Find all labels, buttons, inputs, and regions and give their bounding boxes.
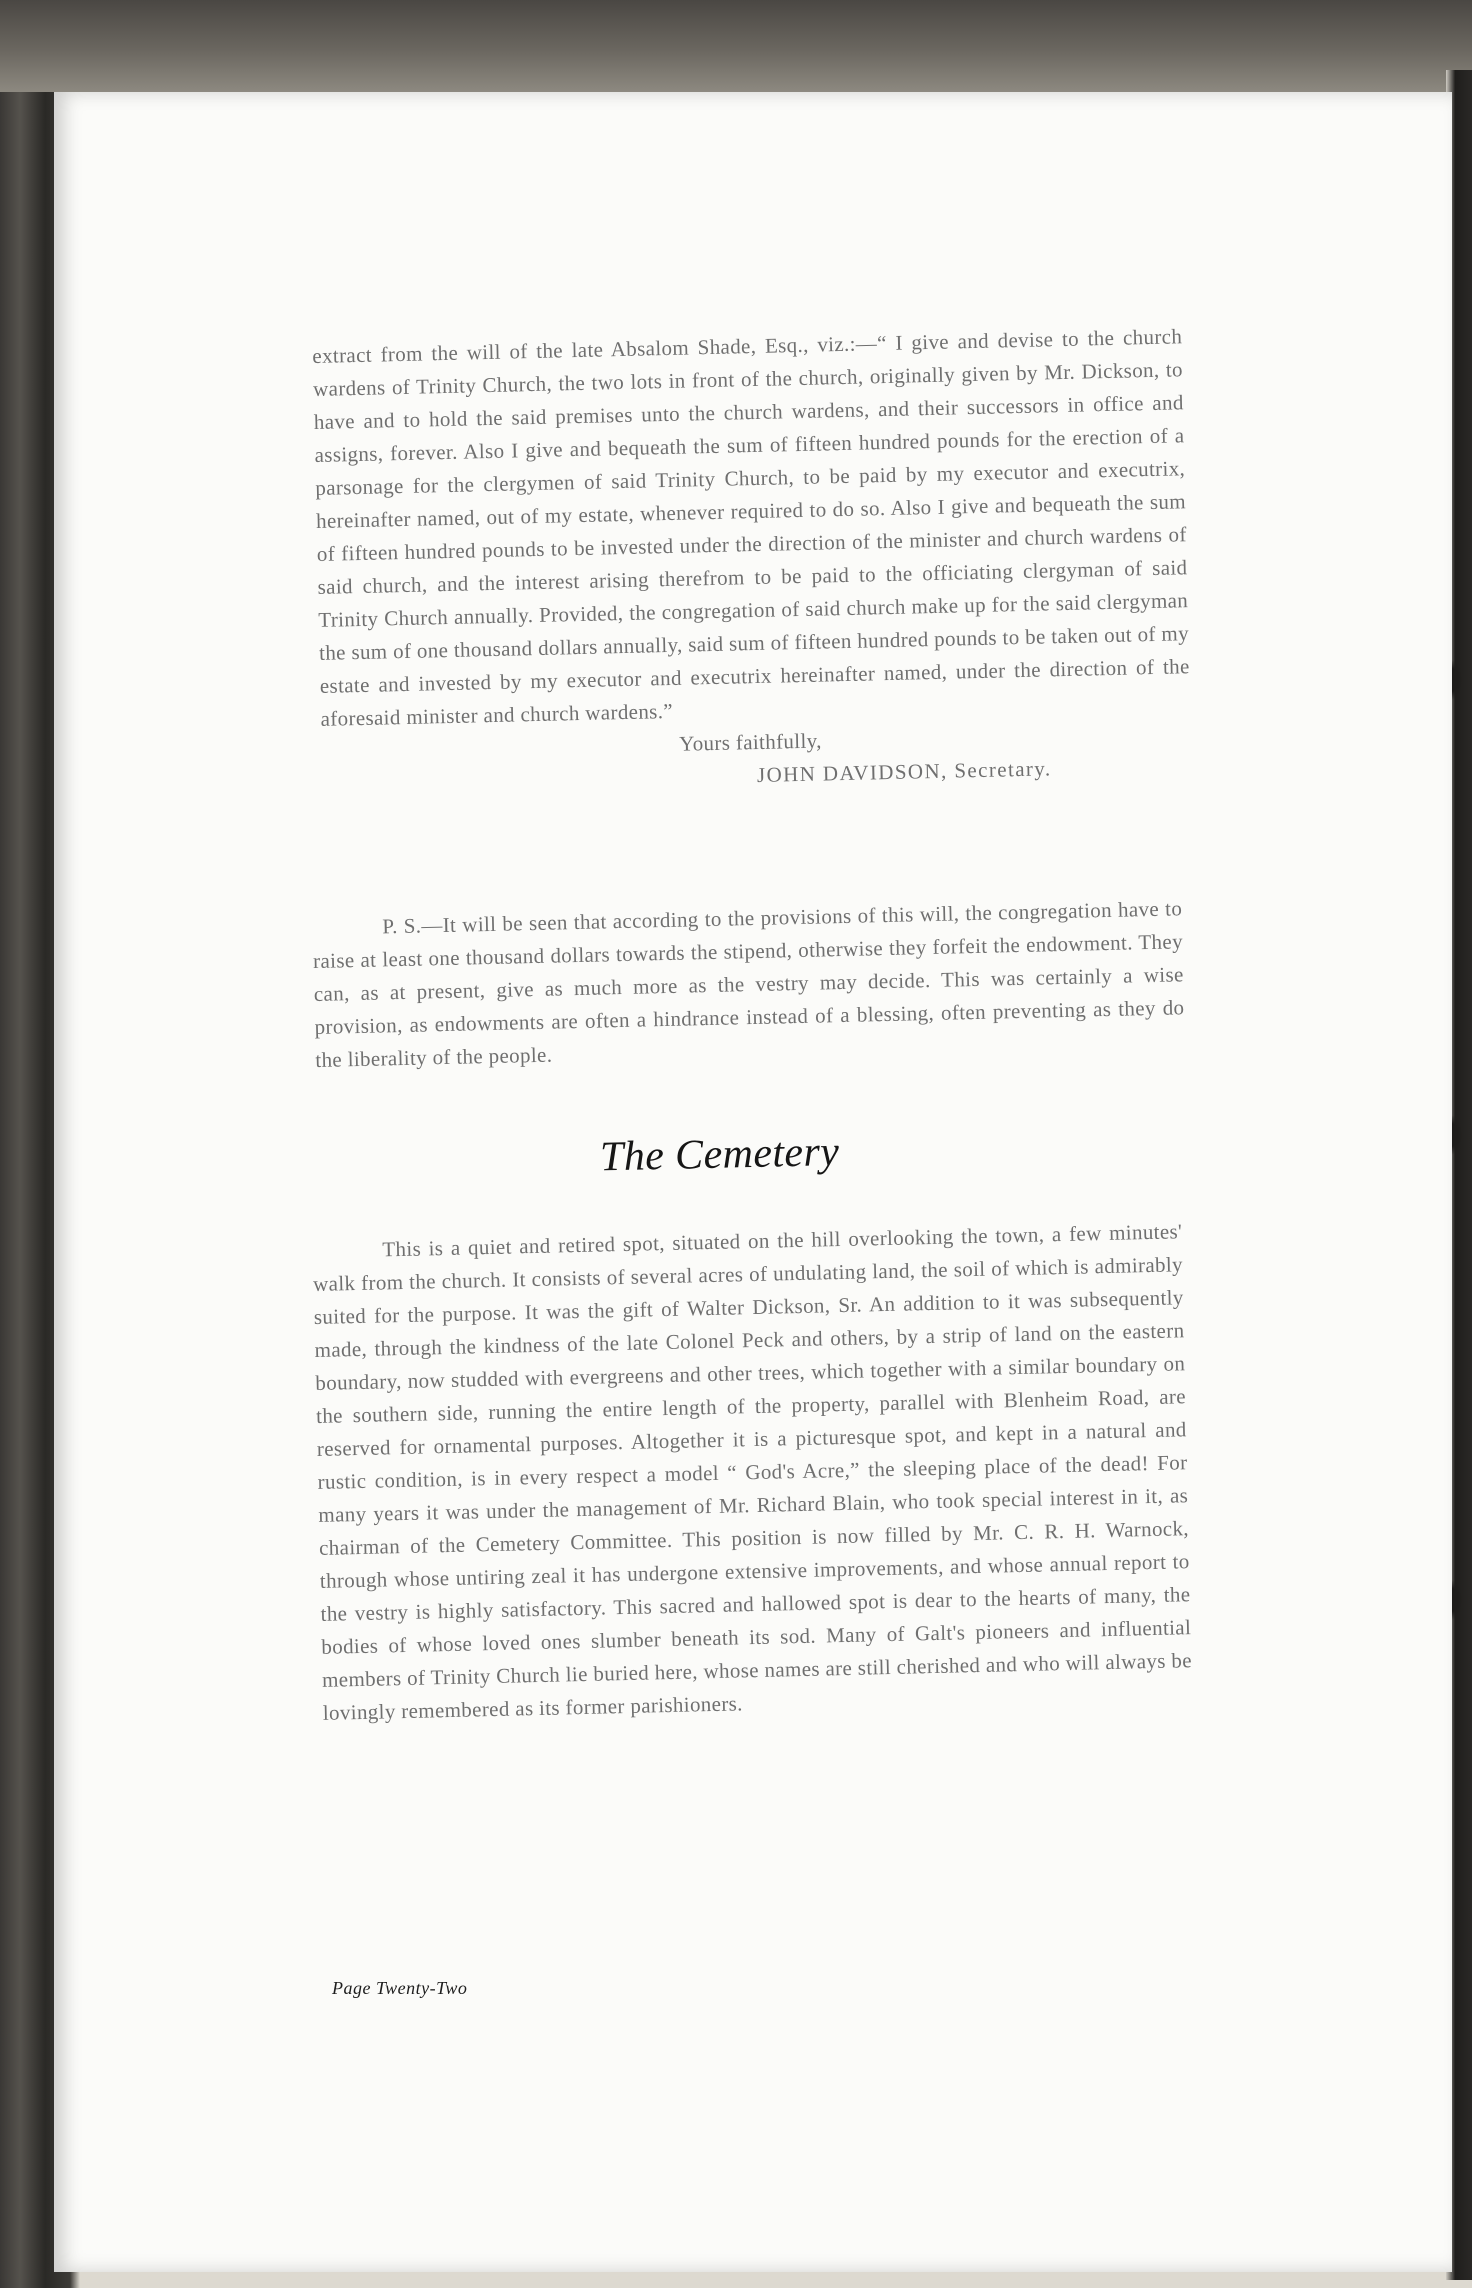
cemetery-block [312, 1215, 1193, 1730]
will-extract-paragraph: extract from the will of the late Absalom Shade, Esq., viz.:—“ I give and devise to the church wardens of Trinity Church, the two lots in front of the church, originally given by Mr. Dickson, to have and to hold the said premises unto the church wardens, and their successors in office and assigns, forever. Also I give and bequeath the sum of fifteen hundred pounds for the erection of a parsonage for the clergymen of said Trinity Church, to be paid by my executor and executrix, hereinafter named, out of my estate, whenever required to do so. Also I give and bequeath the sum of fifteen hundred pounds to be invested under the direction of the minister and church wardens of said church, and the interest arising therefrom to be paid to the officiating clergyman of said Trinity Church annually. Provided, the congregation of said church make up for the said clergyman the sum of one thousand dollars annually, said sum of fifteen hundred pounds to be taken out of my estate and invested by my executor and executrix hereinafter named, under the direction of the aforesaid minister and church wardens.” [312, 324, 1190, 731]
book-top-edge [0, 0, 1472, 92]
letter-block [312, 320, 1192, 802]
postscript-paragraph: P. S.—It will be seen that according to the provisions of this will, the congregation have to raise at least one thousand dollars towards the stipend, otherwise they forfeit the endowment. They can, as at present, give as much more as the vestry may decide. This was certainly a wise provision, as endowments are often a hindrance instead of a blessing, often preventing as they do the liberality of the people. [312, 896, 1185, 1072]
postscript-block [312, 892, 1186, 1077]
letter-signature: JOHN DAVIDSON, Secretary. [756, 756, 1052, 788]
page-number: Page Twenty-Two [332, 1978, 468, 1998]
letter-closing: Yours faithfully, [678, 728, 822, 756]
cemetery-paragraph: This is a quiet and retired spot, situated on the hill overlooking the town, a few minutes' walk from the church. It consists of several acres of undulating land, the soil of which is admirably suited for the purpose. It was the gift of Walter Dickson, Sr. An addition to it was subsequently made, through the kindness of the late Colonel Peck and others, by a strip of land on the eastern boundary, now studded with evergreens and other trees, which together with a similar boundary on the southern side, running the entire length of the property, parallel with Blenheim Road, are reserved for ornamental purposes. Altogether it is a picturesque spot, and kept in a natural and rustic condition, is in every respect a model “ God's Acre,” the sleeping place of the dead! For many years it was under the management of Mr. Richard Blain, who took special interest in it, as chairman of the Cemetery Committee. This position is now filled by Mr. C. R. H. Warnock, through whose untiring zeal it has undergone extensive improvements, and whose annual report to the vestry is highly satisfactory. This sacred and hallowed spot is dear to the hearts of many, the bodies of whose loved ones slumber beneath its sod. Many of Galt's pioneers and influential members of Trinity Church lie buried here, whose names are still cherished and who will always be lovingly remembered as its former parishioners. [312, 1219, 1193, 1725]
section-title: The Cemetery [599, 1128, 840, 1181]
